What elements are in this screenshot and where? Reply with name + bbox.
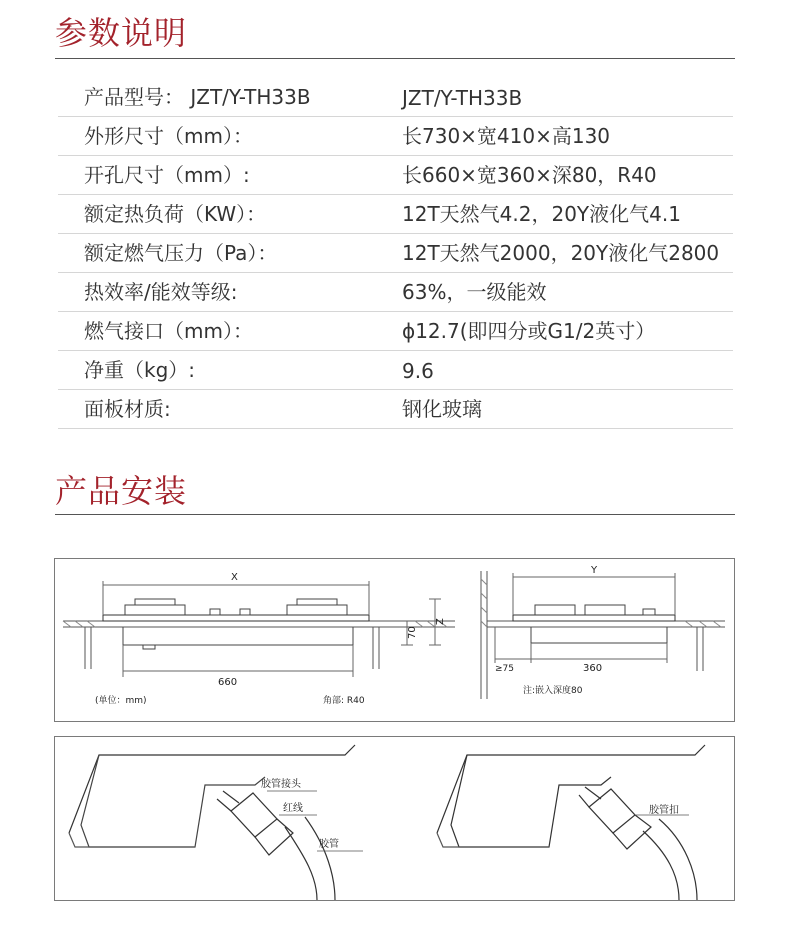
spec-label: 净重（kg）: <box>84 358 196 382</box>
hose-connection-left <box>69 745 363 900</box>
spec-label: 额定燃气压力（Pa）： <box>84 241 278 265</box>
front-x-label: X <box>231 572 238 583</box>
spec-value: 长660×宽360×深80，R40 <box>402 163 657 187</box>
spec-label: 燃气接口（mm）： <box>84 319 253 343</box>
corner-label: 角部: R40 <box>323 696 365 706</box>
spec-row-model <box>58 78 733 117</box>
spec-row-weight <box>58 351 733 390</box>
unit-label: (单位：mm) <box>95 696 147 706</box>
spec-label: 面板材质: <box>84 397 171 421</box>
spec-row-efficiency <box>58 273 733 312</box>
min-gap-label: ≥75 <box>495 664 514 674</box>
hose-diagram <box>54 736 735 901</box>
spec-row-dimensions <box>58 117 733 156</box>
spec-label: 开孔尺寸（mm）: <box>84 163 250 187</box>
spec-label: 外形尺寸（mm）： <box>84 124 253 148</box>
hose-joint-label: 胶管接头 <box>261 779 301 790</box>
params-divider <box>55 58 735 59</box>
side-view <box>481 571 725 699</box>
hose-clamp-label: 胶管扣 <box>649 805 679 816</box>
install-diagram <box>54 558 735 722</box>
install-divider <box>55 514 735 515</box>
spec-value: 9.6 <box>402 359 434 383</box>
front-height-label: 70 <box>407 626 418 639</box>
hose-connection-right <box>437 745 705 900</box>
hose-label: 胶管 <box>319 839 339 850</box>
spec-value: 12T天然气2000，20Y液化气2800 <box>402 241 720 265</box>
spec-row-gas-interface <box>58 312 733 351</box>
spec-row-cutout <box>58 156 733 195</box>
spec-row-gas-pressure <box>58 234 733 273</box>
spec-table <box>58 78 733 429</box>
spec-value: 钢化玻璃 <box>402 397 482 421</box>
spec-row-heat-load <box>58 195 733 234</box>
depth-note: 注:嵌入深度80 <box>523 686 583 696</box>
install-section-title: 产品安装 <box>55 472 188 510</box>
side-y-label: Y <box>591 565 598 576</box>
red-line-label: 红线 <box>283 803 303 814</box>
params-section-title: 参数说明 <box>55 14 188 52</box>
front-z-label: Z <box>435 618 446 625</box>
side-depth-label: 360 <box>583 663 603 674</box>
spec-label: 产品型号： JZT/Y-TH33B <box>84 85 311 109</box>
spec-label: 热效率/能效等级: <box>84 280 238 304</box>
spec-value: JZT/Y-TH33B <box>402 86 523 110</box>
spec-value: 63%，一级能效 <box>402 280 547 304</box>
front-view <box>63 581 455 677</box>
spec-label: 额定热负荷（KW）： <box>84 202 267 226</box>
spec-value: 长730×宽410×高130 <box>402 124 611 148</box>
spec-row-panel <box>58 390 733 429</box>
front-width-label: 660 <box>218 677 238 688</box>
spec-value: ϕ12.7(即四分或G1/2英寸） <box>402 319 656 343</box>
spec-value: 12T天然气4.2，20Y液化气4.1 <box>402 202 681 226</box>
